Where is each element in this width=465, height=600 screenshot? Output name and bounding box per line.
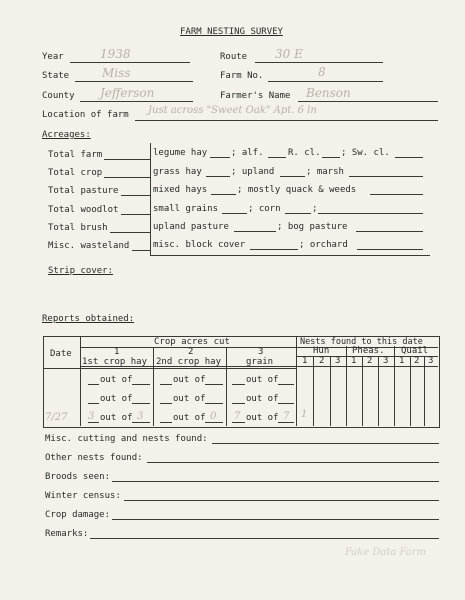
out-of-blank[interactable] (232, 403, 245, 404)
nest-num: 3 (428, 356, 434, 366)
total-woodlot-label: Total woodlot (48, 205, 119, 215)
report-date-value: 7/27 (45, 412, 68, 423)
crop3-cut-value: 7 (234, 411, 241, 422)
nest-num: 3 (383, 356, 389, 366)
out-of-label: out of (173, 375, 206, 385)
alf-line[interactable] (268, 157, 286, 158)
crop-col-3-label: grain (246, 357, 274, 367)
total-farm-line[interactable] (104, 159, 150, 160)
state-field-line[interactable] (75, 81, 193, 82)
out-of-label: out of (100, 375, 133, 385)
farmer-name-field-line[interactable] (298, 101, 438, 102)
mixed-hays-label: mixed hays (153, 185, 208, 195)
bog-pasture-label: ; bog pasture (277, 222, 348, 232)
sw-cl-label: ; Sw. cl. (341, 148, 390, 158)
remarks-line[interactable] (90, 538, 439, 539)
misc-block-cover-line[interactable] (250, 249, 298, 250)
state-value: Miss (102, 66, 131, 80)
corn-label: ; corn (248, 204, 281, 214)
acreage-divider-vertical (150, 143, 151, 255)
out-of-blank[interactable] (132, 403, 150, 404)
out-of-label: out of (100, 413, 133, 423)
small-grains-line[interactable] (222, 213, 247, 214)
quack-weeds-line[interactable] (370, 194, 423, 195)
total-pasture-label: Total pasture (48, 186, 119, 196)
year-field-line[interactable] (70, 62, 190, 63)
out-of-blank[interactable] (160, 403, 172, 404)
county-field-line[interactable] (80, 101, 193, 102)
grass-hay-label: grass hay (153, 167, 202, 177)
out-of-blank[interactable] (278, 384, 294, 385)
out-of-blank[interactable] (160, 384, 172, 385)
farm-no-label: Farm No. (220, 71, 264, 81)
other-nests-label: Other nests found: (45, 453, 143, 463)
orchard-line[interactable] (357, 249, 423, 250)
out-of-blank[interactable] (232, 384, 245, 385)
location-field-line[interactable] (135, 120, 438, 121)
date-header: Date (50, 349, 72, 359)
hun-nest-value: 1 (301, 409, 308, 420)
total-farm-label: Total farm (48, 150, 103, 160)
out-of-label: out of (100, 394, 133, 404)
crop-acres-header: Crop acres cut (154, 337, 230, 347)
nest-num: 2 (367, 356, 373, 366)
nest-num: 2 (414, 356, 420, 366)
out-of-blank[interactable] (88, 403, 99, 404)
orchard-label: ; orchard (299, 240, 348, 250)
route-field-line[interactable] (255, 62, 383, 63)
corn-line[interactable] (285, 213, 311, 214)
small-grains-label: small grains (153, 204, 219, 214)
crop-damage-line[interactable] (112, 519, 439, 520)
total-pasture-line[interactable] (121, 195, 150, 196)
nest-num: 3 (335, 356, 341, 366)
farmer-name-label: Farmer's Name (220, 91, 291, 101)
legume-hay-line[interactable] (210, 157, 230, 158)
quack-weeds-label: ; mostly quack & weeds (237, 185, 357, 195)
nest-group-hun: Hun (313, 346, 330, 356)
faint-bleedthrough-note: Fake Data Farm (345, 547, 427, 558)
remarks-label: Remarks: (45, 529, 89, 539)
broods-seen-label: Broods seen: (45, 472, 111, 482)
out-of-blank[interactable] (278, 403, 294, 404)
crop1-cut-value: 3 (88, 411, 95, 422)
reports-heading: Reports obtained: (42, 314, 135, 324)
crop2-total-value: 0 (210, 411, 217, 422)
mixed-hays-line[interactable] (211, 194, 236, 195)
nest-num: 1 (351, 356, 357, 366)
crop-col-3-num: 3 (258, 347, 264, 357)
marsh-line[interactable] (349, 176, 423, 177)
out-of-label: out of (246, 394, 279, 404)
total-brush-line[interactable] (110, 232, 150, 233)
out-of-blank[interactable] (205, 384, 223, 385)
year-value: 1938 (100, 47, 131, 61)
broods-seen-line[interactable] (112, 481, 439, 482)
location-label: Location of farm (42, 110, 129, 120)
crop-col-2-num: 2 (188, 347, 194, 357)
total-brush-label: Total brush (48, 223, 108, 233)
nest-group-quail: Quail (401, 346, 429, 356)
year-label: Year (42, 52, 64, 62)
misc-cutting-line[interactable] (212, 443, 439, 444)
misc-cutting-label: Misc. cutting and nests found: (45, 434, 208, 444)
sw-cl-line[interactable] (395, 157, 423, 158)
alf-label: ; alf. (231, 148, 264, 158)
out-of-label: out of (246, 375, 279, 385)
total-woodlot-line[interactable] (121, 214, 150, 215)
winter-census-label: Winter census: (45, 491, 121, 501)
route-label: Route (220, 52, 248, 62)
nests-found-header: Nests found to this date (300, 337, 423, 347)
crop-col-2-label: 2nd crop hay (156, 357, 222, 367)
winter-census-line[interactable] (124, 500, 439, 501)
bog-pasture-line[interactable] (356, 231, 423, 232)
total-crop-line[interactable] (104, 177, 150, 178)
strip-cover-label: Strip cover: (48, 266, 114, 276)
crop-damage-label: Crop damage: (45, 510, 111, 520)
out-of-blank[interactable] (160, 422, 172, 423)
upland-label: ; upland (231, 167, 275, 177)
misc-wasteland-line[interactable] (132, 250, 150, 251)
marsh-label: ; marsh (306, 167, 344, 177)
farm-no-value: 8 (318, 65, 326, 79)
form-title: FARM NESTING SURVEY (180, 27, 283, 37)
crop-col-1-label: 1st crop hay (82, 357, 148, 367)
misc-wasteland-label: Misc. wasteland (48, 241, 130, 251)
state-label: State (42, 71, 70, 81)
upland-pasture-label: upland pasture (153, 222, 229, 232)
total-crop-label: Total crop (48, 168, 103, 178)
out-of-blank[interactable] (132, 384, 150, 385)
nest-num: 1 (302, 356, 308, 366)
out-of-label: out of (173, 413, 206, 423)
upland-pasture-line[interactable] (234, 231, 276, 232)
nest-group-pheas: Pheas. (352, 346, 385, 356)
route-value: 30 E (275, 47, 303, 61)
farmer-name-value: Benson (306, 86, 351, 100)
r-cl-line[interactable] (322, 157, 340, 158)
grass-hay-line[interactable] (206, 176, 230, 177)
location-value: Just across "Sweet Oak" Apt. 6 ln (148, 105, 317, 116)
county-label: County (42, 91, 75, 101)
out-of-blank[interactable] (88, 384, 99, 385)
out-of-blank[interactable] (205, 403, 223, 404)
nest-num: 2 (319, 356, 325, 366)
upland-line[interactable] (280, 176, 305, 177)
crop3-total-value: 7 (283, 411, 290, 422)
acreages-heading: Acreages: (42, 130, 91, 140)
other-grain-line[interactable] (318, 213, 423, 214)
farm-no-field-line[interactable] (268, 81, 383, 82)
other-nests-line[interactable] (147, 462, 439, 463)
crop-col-1-num: 1 (114, 347, 120, 357)
nest-num: 1 (399, 356, 405, 366)
acreage-divider-horizontal (150, 255, 430, 256)
crop1-total-value: 3 (137, 411, 144, 422)
semicolon-label: ; (312, 204, 318, 214)
out-of-label: out of (246, 413, 279, 423)
out-of-label: out of (173, 394, 206, 404)
misc-block-cover-label: misc. block cover (153, 240, 246, 250)
county-value: Jefferson (100, 86, 155, 100)
r-cl-label: R. cl. (288, 148, 321, 158)
legume-hay-label: legume hay (153, 148, 208, 158)
